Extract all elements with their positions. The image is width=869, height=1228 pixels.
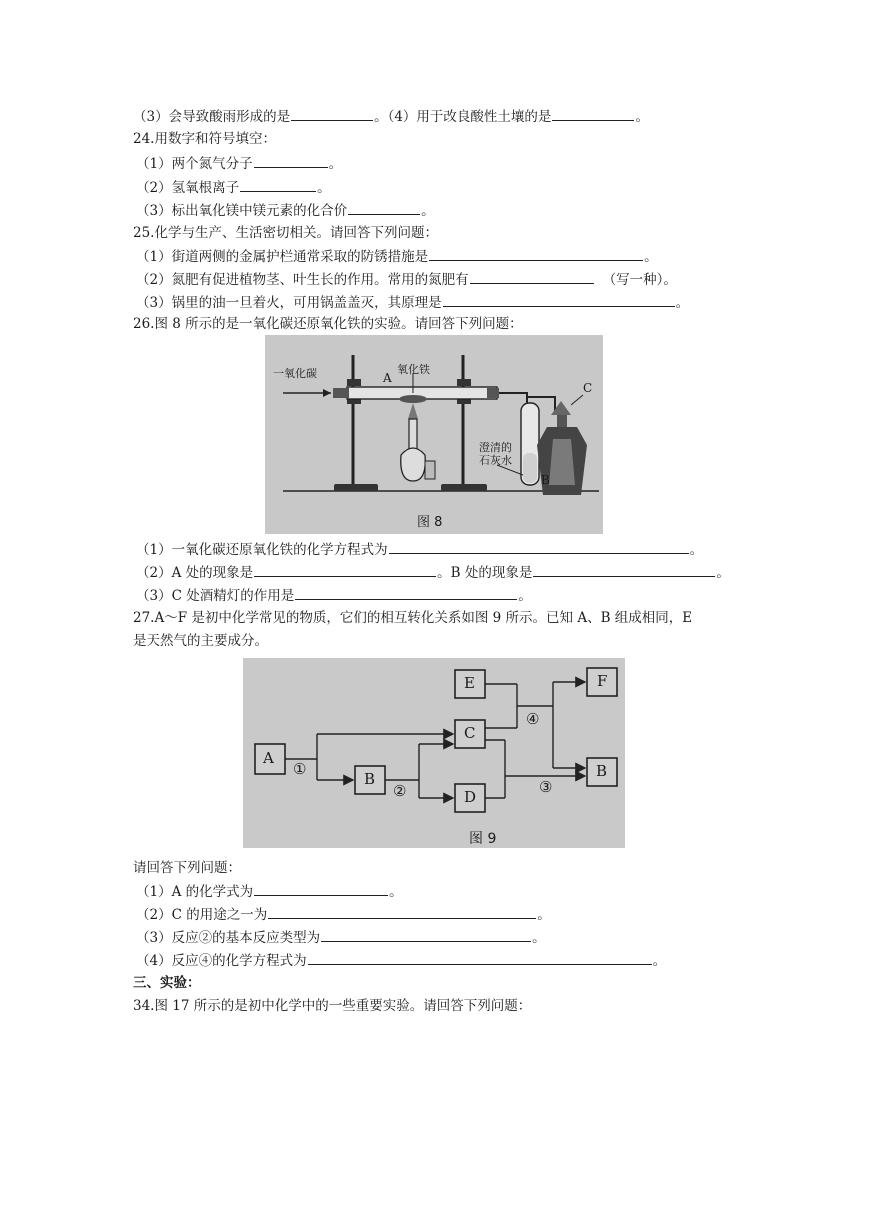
fig8-label-fe2o3: 氧化铁 xyxy=(397,363,430,376)
answer-blank[interactable] xyxy=(443,292,675,307)
fig8-label-b: B xyxy=(541,473,550,487)
q27-3: （3）反应②的基本反应类型为 。 xyxy=(136,927,546,948)
fig9-reaction-2: ② xyxy=(393,782,407,800)
q27-1: （1）A 的化学式为 。 xyxy=(136,881,403,902)
fig9-node-d: D xyxy=(464,788,477,806)
line-q23-3-4: （3）会导致酸雨形成的是 。（4）用于改良酸性土壤的是 。 xyxy=(133,106,649,127)
q27-line1: 27.A～F 是初中化学常见的物质，它们的相互转化关系如图 9 所示。已知 A、B 组成相同，E xyxy=(133,610,693,626)
answer-blank[interactable] xyxy=(268,904,536,919)
fig9-reaction-4: ④ xyxy=(526,710,540,728)
q25-heading: 25.化学与生产、生活密切相关。请回答下列问题： xyxy=(133,225,438,241)
q25-3: （3）锅里的油一旦着火，可用锅盖盖灭，其原理是 。 xyxy=(136,292,689,313)
fig9-caption: 图 9 xyxy=(469,831,497,847)
answer-blank[interactable] xyxy=(321,927,531,942)
fig9-node-b2: B xyxy=(596,762,608,780)
answer-blank[interactable] xyxy=(240,177,316,192)
answer-blank[interactable] xyxy=(254,153,328,168)
figure-8 xyxy=(265,335,603,534)
answer-blank[interactable] xyxy=(308,950,652,965)
q24-heading: 24.用数字和符号填空： xyxy=(133,131,276,147)
fig8-label-limewater: 澄清的 石灰水 xyxy=(479,441,512,467)
answer-blank[interactable] xyxy=(389,539,689,554)
q25-2: （2）氮肥有促进植物茎、叶生长的作用。常用的氮肥有 （写一种）。 xyxy=(136,269,677,290)
fig9-node-e: E xyxy=(464,674,475,692)
q34-heading: 34.图 17 所示的是初中化学中的一些重要实验。请回答下列问题： xyxy=(133,998,532,1014)
fig9-flow-diagram xyxy=(243,658,625,848)
fig9-node-b1: B xyxy=(364,770,376,788)
q27-intro: 请回答下列问题： xyxy=(133,860,241,876)
fig9-reaction-3: ③ xyxy=(539,778,553,796)
q24-1: （1）两个氮气分子 。 xyxy=(136,153,342,174)
answer-blank[interactable] xyxy=(291,106,373,121)
q27-line2: 是天然气的主要成分。 xyxy=(133,633,268,649)
fig9-node-c: C xyxy=(464,724,476,742)
q24-2: （2）氢氧根离子 。 xyxy=(136,177,331,198)
q27-4: （4）反应④的化学方程式为 。 xyxy=(136,950,666,971)
fig8-label-co: 一氧化碳 xyxy=(273,367,317,380)
fig8-label-c: C xyxy=(583,381,593,395)
q24-3: （3）标出氧化镁中镁元素的化合价 。 xyxy=(136,200,435,221)
section-3-heading: 三、实验： xyxy=(133,975,201,991)
fig9-reaction-1: ① xyxy=(293,760,307,778)
figure-9 xyxy=(243,658,625,848)
q26-2: （2）A 处的现象是 。B 处的现象是 。 xyxy=(136,562,730,583)
q26-heading: 26.图 8 所示的是一氧化碳还原氧化铁的实验。请回答下列问题： xyxy=(133,316,523,332)
answer-blank[interactable] xyxy=(429,246,643,261)
q23-3-text: （3）会导致酸雨形成的是 xyxy=(133,109,291,125)
q23-4-text: 。（4）用于改良酸性土壤的是 xyxy=(374,109,552,125)
answer-blank[interactable] xyxy=(533,562,715,577)
fig9-node-f: F xyxy=(597,672,608,690)
answer-blank[interactable] xyxy=(348,200,420,215)
answer-blank[interactable] xyxy=(295,585,517,600)
answer-blank[interactable] xyxy=(254,562,436,577)
answer-blank[interactable] xyxy=(254,881,388,896)
q26-3: （3）C 处酒精灯的作用是 。 xyxy=(136,585,532,606)
q27-2: （2）C 的用途之一为 。 xyxy=(136,904,551,925)
fig9-node-a: A xyxy=(263,749,274,767)
q26-1: （1）一氧化碳还原氧化铁的化学方程式为 。 xyxy=(136,539,703,560)
q25-1: （1）街道两侧的金属护栏通常采取的防锈措施是 。 xyxy=(136,246,658,267)
answer-blank[interactable] xyxy=(470,269,594,284)
fig8-caption: 图 8 xyxy=(417,515,443,530)
fig8-label-a: A xyxy=(383,371,392,385)
answer-blank[interactable] xyxy=(552,106,634,121)
